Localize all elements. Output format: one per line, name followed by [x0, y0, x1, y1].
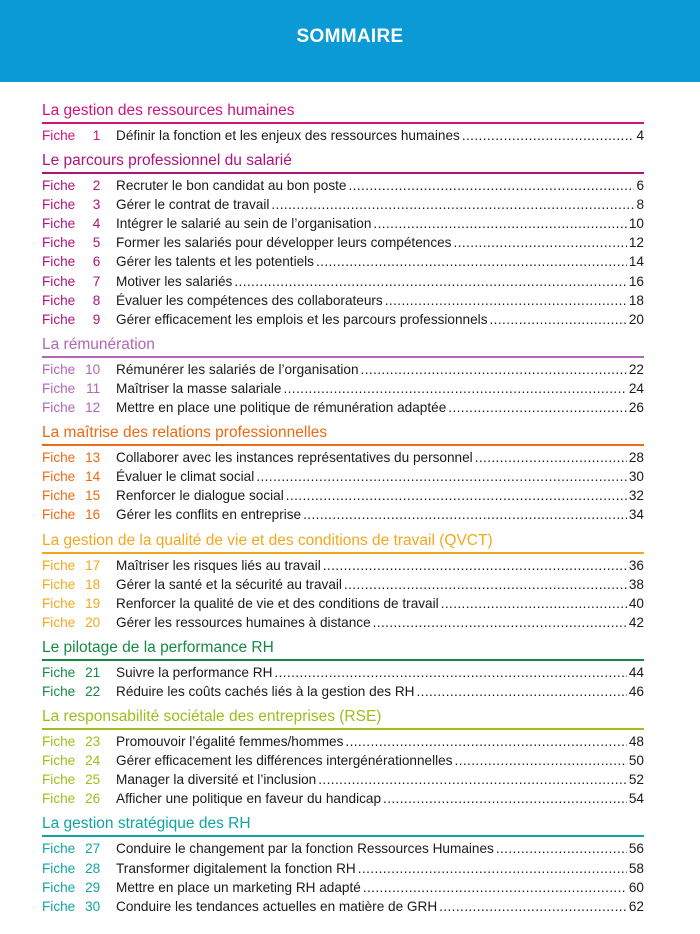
fiche-word: Fiche — [42, 772, 76, 788]
entry-title: Mettre en place un marketing RH adapté — [116, 879, 361, 895]
page-number: 30 — [628, 469, 644, 485]
dot-leader — [496, 839, 627, 858]
toc-entry[interactable] — [42, 594, 644, 613]
entry-title: Gérer efficacement les différences intergénérationnelles — [116, 753, 453, 769]
fiche-number: 11 — [86, 380, 101, 396]
toc-entry[interactable] — [42, 310, 644, 329]
page-number: 14 — [628, 254, 644, 270]
fiche-word: Fiche — [42, 128, 76, 143]
fiche-word: Fiche — [42, 292, 76, 308]
dot-leader — [283, 379, 626, 398]
fiche-label — [42, 176, 116, 195]
fiche-word: Fiche — [42, 400, 76, 416]
fiche-number: 2 — [92, 178, 101, 194]
dot-leader — [385, 291, 627, 310]
fiche-number: 21 — [85, 664, 101, 680]
section-title: La gestion stratégique des RH — [42, 814, 644, 837]
header-banner — [0, 0, 700, 82]
fiche-number: 29 — [85, 879, 101, 895]
dot-leader — [373, 613, 627, 632]
fiche-label — [42, 310, 116, 329]
toc-entry[interactable] — [42, 195, 644, 214]
dot-leader — [453, 233, 626, 252]
fiche-number: 28 — [85, 860, 101, 876]
fiche-number: 26 — [85, 791, 101, 807]
fiche-label — [42, 448, 116, 467]
dot-leader — [439, 897, 627, 916]
page-title: SOMMAIRE — [296, 26, 404, 47]
entry-title: Définir la fonction et les enjeux des ressources humaines — [116, 128, 460, 143]
fiche-number: 25 — [85, 772, 101, 788]
page-number: 24 — [628, 380, 644, 396]
fiche-word: Fiche — [42, 216, 76, 232]
fiche-number: 6 — [92, 254, 101, 270]
entry-title: Transformer digitalement la fonction RH — [116, 860, 356, 876]
toc-entry[interactable] — [42, 770, 644, 789]
entry-title: Rémunérer les salariés de l’organisation — [116, 361, 359, 377]
fiche-number: 7 — [92, 273, 101, 289]
fiche-word: Fiche — [42, 380, 76, 396]
page-number: 18 — [628, 292, 644, 308]
fiche-label — [42, 789, 116, 808]
page-number: 46 — [628, 683, 644, 699]
fiche-word: Fiche — [42, 753, 76, 769]
fiche-word: Fiche — [42, 273, 76, 289]
toc-entry[interactable] — [42, 486, 644, 505]
fiche-number: 8 — [92, 292, 101, 308]
fiche-number: 30 — [85, 898, 101, 914]
toc-entry[interactable] — [42, 291, 644, 310]
page-number: 42 — [628, 614, 644, 630]
fiche-label — [42, 663, 116, 682]
dot-leader — [345, 732, 626, 751]
entry-title: Gérer efficacement les emplois et les parcours professionnels — [116, 311, 488, 327]
fiche-word: Fiche — [42, 595, 76, 611]
entry-title: Motiver les salariés — [116, 273, 233, 289]
fiche-label — [42, 252, 116, 271]
page-number: 20 — [628, 311, 644, 327]
toc-section — [42, 423, 644, 524]
fiche-word: Fiche — [42, 488, 76, 504]
dot-leader — [316, 252, 627, 271]
dot-leader — [441, 594, 627, 613]
entry-title: Promouvoir l’égalité femmes/hommes — [116, 734, 344, 750]
entry-title: Renforcer la qualité de vie et des conditions de travail — [116, 595, 439, 611]
dot-leader — [318, 770, 627, 789]
dot-leader — [303, 505, 627, 524]
fiche-word: Fiche — [42, 235, 76, 251]
fiche-label — [42, 272, 116, 291]
entry-title: Intégrer le salarié au sein de l’organisation — [116, 216, 372, 232]
fiche-word: Fiche — [42, 683, 76, 699]
fiche-label — [42, 575, 116, 594]
dot-leader — [271, 195, 634, 214]
section-title: La gestion de la qualité de vie et des conditions de travail (QVCT) — [42, 531, 644, 554]
toc-section — [42, 151, 644, 329]
fiche-label — [42, 214, 116, 233]
page-number: 36 — [628, 557, 644, 573]
fiche-label — [42, 594, 116, 613]
toc-entry[interactable] — [42, 556, 644, 575]
fiche-number: 12 — [85, 400, 101, 416]
fiche-number: 23 — [85, 734, 101, 750]
fiche-number: 3 — [92, 197, 101, 213]
dot-leader — [383, 789, 627, 808]
entry-title: Gérer les talents et les potentiels — [116, 254, 314, 270]
fiche-word: Fiche — [42, 841, 76, 857]
entry-title: Maîtriser les risques liés au travail — [116, 557, 321, 573]
dot-leader — [455, 751, 627, 770]
fiche-label — [42, 682, 116, 701]
fiche-label — [42, 505, 116, 524]
page-number: 48 — [628, 734, 644, 750]
fiche-label — [42, 613, 116, 632]
page-number: 62 — [628, 898, 644, 914]
fiche-label — [42, 732, 116, 751]
fiche-word: Fiche — [42, 469, 76, 485]
fiche-number: 22 — [85, 683, 101, 699]
fiche-word: Fiche — [42, 576, 76, 592]
fiche-word: Fiche — [42, 311, 76, 327]
dot-leader — [448, 398, 627, 417]
toc-entry[interactable] — [42, 789, 644, 808]
fiche-label — [42, 486, 116, 505]
entry-title: Évaluer les compétences des collaborateurs — [116, 292, 383, 308]
entry-title: Afficher une politique en faveur du handicap — [116, 791, 382, 807]
fiche-number: 5 — [92, 235, 101, 251]
toc-entry[interactable] — [42, 505, 644, 524]
toc-section — [42, 531, 644, 632]
dot-leader — [286, 486, 627, 505]
page-number: 16 — [628, 273, 644, 289]
page-number: 52 — [628, 772, 644, 788]
section-title: Le parcours professionnel du salarié — [42, 151, 644, 174]
page-number: 4 — [636, 128, 644, 143]
page-number: 26 — [628, 400, 644, 416]
page-number: 8 — [636, 197, 644, 213]
fiche-label — [42, 770, 116, 789]
dot-leader — [361, 360, 627, 379]
fiche-number: 16 — [85, 507, 101, 523]
fiche-label — [42, 467, 116, 486]
fiche-label — [42, 897, 116, 916]
section-title: La gestion des ressources humaines — [42, 101, 644, 124]
toc-section — [42, 101, 644, 145]
fiche-number: 17 — [85, 557, 101, 573]
fiche-number: 10 — [85, 361, 101, 377]
entry-title: Maîtriser la masse salariale — [116, 380, 282, 396]
toc-entry[interactable] — [42, 663, 644, 682]
toc-entry[interactable] — [42, 859, 644, 878]
toc-section — [42, 707, 644, 808]
fiche-word: Fiche — [42, 254, 76, 270]
fiche-number: 9 — [92, 311, 101, 327]
page-number: 60 — [628, 879, 644, 895]
section-title: Le pilotage de la performance RH — [42, 638, 644, 661]
toc-entry[interactable] — [42, 214, 644, 233]
fiche-number: 15 — [85, 488, 101, 504]
toc-entry[interactable] — [42, 176, 644, 195]
entry-title: Collaborer avec les instances représentatives du personnel — [116, 450, 473, 466]
fiche-number: 13 — [85, 450, 101, 466]
entry-title: Réduire les coûts cachés liés à la gestion des RH — [116, 683, 415, 699]
toc-entry[interactable] — [42, 252, 644, 271]
dot-leader — [344, 575, 627, 594]
toc-entry[interactable] — [42, 613, 644, 632]
fiche-label — [42, 195, 116, 214]
fiche-word: Fiche — [42, 557, 76, 573]
entry-title: Former les salariés pour développer leurs compétences — [116, 235, 452, 251]
entry-title: Renforcer le dialogue social — [116, 488, 284, 504]
fiche-number: 24 — [85, 753, 101, 769]
dot-leader — [323, 556, 627, 575]
page-number: 50 — [628, 753, 644, 769]
dot-leader — [349, 176, 635, 195]
page-number: 44 — [628, 664, 644, 680]
fiche-word: Fiche — [42, 450, 76, 466]
toc-entry[interactable] — [42, 751, 644, 770]
entry-title: Manager la diversité et l’inclusion — [116, 772, 317, 788]
fiche-label — [42, 233, 116, 252]
toc-entry[interactable] — [42, 839, 644, 858]
fiche-label — [42, 839, 116, 858]
fiche-word: Fiche — [42, 734, 76, 750]
fiche-word: Fiche — [42, 879, 76, 895]
page-number: 40 — [628, 595, 644, 611]
page-number: 10 — [628, 216, 644, 232]
fiche-label — [42, 360, 116, 379]
dot-leader — [475, 448, 627, 467]
toc-entry[interactable] — [42, 448, 644, 467]
toc-entry[interactable] — [42, 897, 644, 916]
dot-leader — [490, 310, 627, 329]
fiche-label — [42, 379, 116, 398]
page-number: 6 — [636, 178, 644, 194]
entry-title: Conduire les tendances actuelles en matière de GRH — [116, 898, 438, 914]
fiche-word: Fiche — [42, 361, 76, 377]
fiche-number: 27 — [85, 841, 101, 857]
dot-leader — [234, 272, 627, 291]
dot-leader — [274, 663, 626, 682]
toc-entry[interactable] — [42, 682, 644, 701]
entry-title: Conduire le changement par la fonction Ressources Humaines — [116, 841, 494, 857]
fiche-number: 20 — [85, 614, 101, 630]
entry-title: Recruter le bon candidat au bon poste — [116, 178, 347, 194]
fiche-number: 14 — [85, 469, 101, 485]
dot-leader — [363, 878, 627, 897]
toc-entry[interactable] — [42, 360, 644, 379]
toc-section — [42, 638, 644, 701]
fiche-number: 1 — [92, 128, 101, 143]
fiche-label — [42, 859, 116, 878]
fiche-word: Fiche — [42, 664, 76, 680]
toc-entry[interactable] — [42, 575, 644, 594]
fiche-label — [42, 291, 116, 310]
toc-entry[interactable] — [42, 126, 644, 145]
page-number: 58 — [628, 860, 644, 876]
entry-title: Gérer le contrat de travail — [116, 197, 270, 213]
fiche-label — [42, 878, 116, 897]
page-number: 32 — [628, 488, 644, 504]
page-number: 28 — [628, 450, 644, 466]
page-number: 34 — [628, 507, 644, 523]
fiche-word: Fiche — [42, 178, 76, 194]
entry-title: Gérer les conflits en entreprise — [116, 507, 302, 523]
dot-leader — [358, 859, 627, 878]
toc-entry[interactable] — [42, 233, 644, 252]
toc-entry[interactable] — [42, 379, 644, 398]
entry-title: Mettre en place une politique de rémunération adaptée — [116, 400, 447, 416]
dot-leader — [256, 467, 627, 486]
fiche-number: 18 — [85, 576, 101, 592]
section-title: La responsabilité sociétale des entreprises (RSE) — [42, 707, 644, 730]
fiche-word: Fiche — [42, 197, 76, 213]
entry-title: Gérer les ressources humaines à distance — [116, 614, 371, 630]
entry-title: Suivre la performance RH — [116, 664, 273, 680]
page-number: 56 — [628, 841, 644, 857]
toc-entry[interactable] — [42, 272, 644, 291]
fiche-word: Fiche — [42, 507, 76, 523]
entry-title: Gérer la santé et la sécurité au travail — [116, 576, 342, 592]
toc-entry[interactable] — [42, 732, 644, 751]
page-number: 38 — [628, 576, 644, 592]
fiche-label — [42, 751, 116, 770]
toc-section — [42, 335, 644, 417]
fiche-number: 19 — [85, 595, 101, 611]
page-number: 22 — [628, 361, 644, 377]
dot-leader — [416, 682, 626, 701]
fiche-label — [42, 126, 116, 145]
table-of-contents — [42, 101, 644, 922]
toc-entry[interactable] — [42, 467, 644, 486]
dot-leader — [373, 214, 626, 233]
fiche-number: 4 — [92, 216, 101, 232]
toc-entry[interactable] — [42, 878, 644, 897]
page-number: 12 — [628, 235, 644, 251]
toc-section — [42, 814, 644, 915]
fiche-label — [42, 556, 116, 575]
fiche-label — [42, 398, 116, 417]
toc-entry[interactable] — [42, 398, 644, 417]
fiche-word: Fiche — [42, 860, 76, 876]
section-title: La rémunération — [42, 335, 644, 358]
fiche-word: Fiche — [42, 614, 76, 630]
entry-title: Évaluer le climat social — [116, 469, 255, 485]
page-number: 54 — [628, 791, 644, 807]
fiche-word: Fiche — [42, 898, 76, 914]
dot-leader — [462, 126, 635, 145]
fiche-word: Fiche — [42, 791, 76, 807]
section-title: La maîtrise des relations professionnelles — [42, 423, 644, 446]
